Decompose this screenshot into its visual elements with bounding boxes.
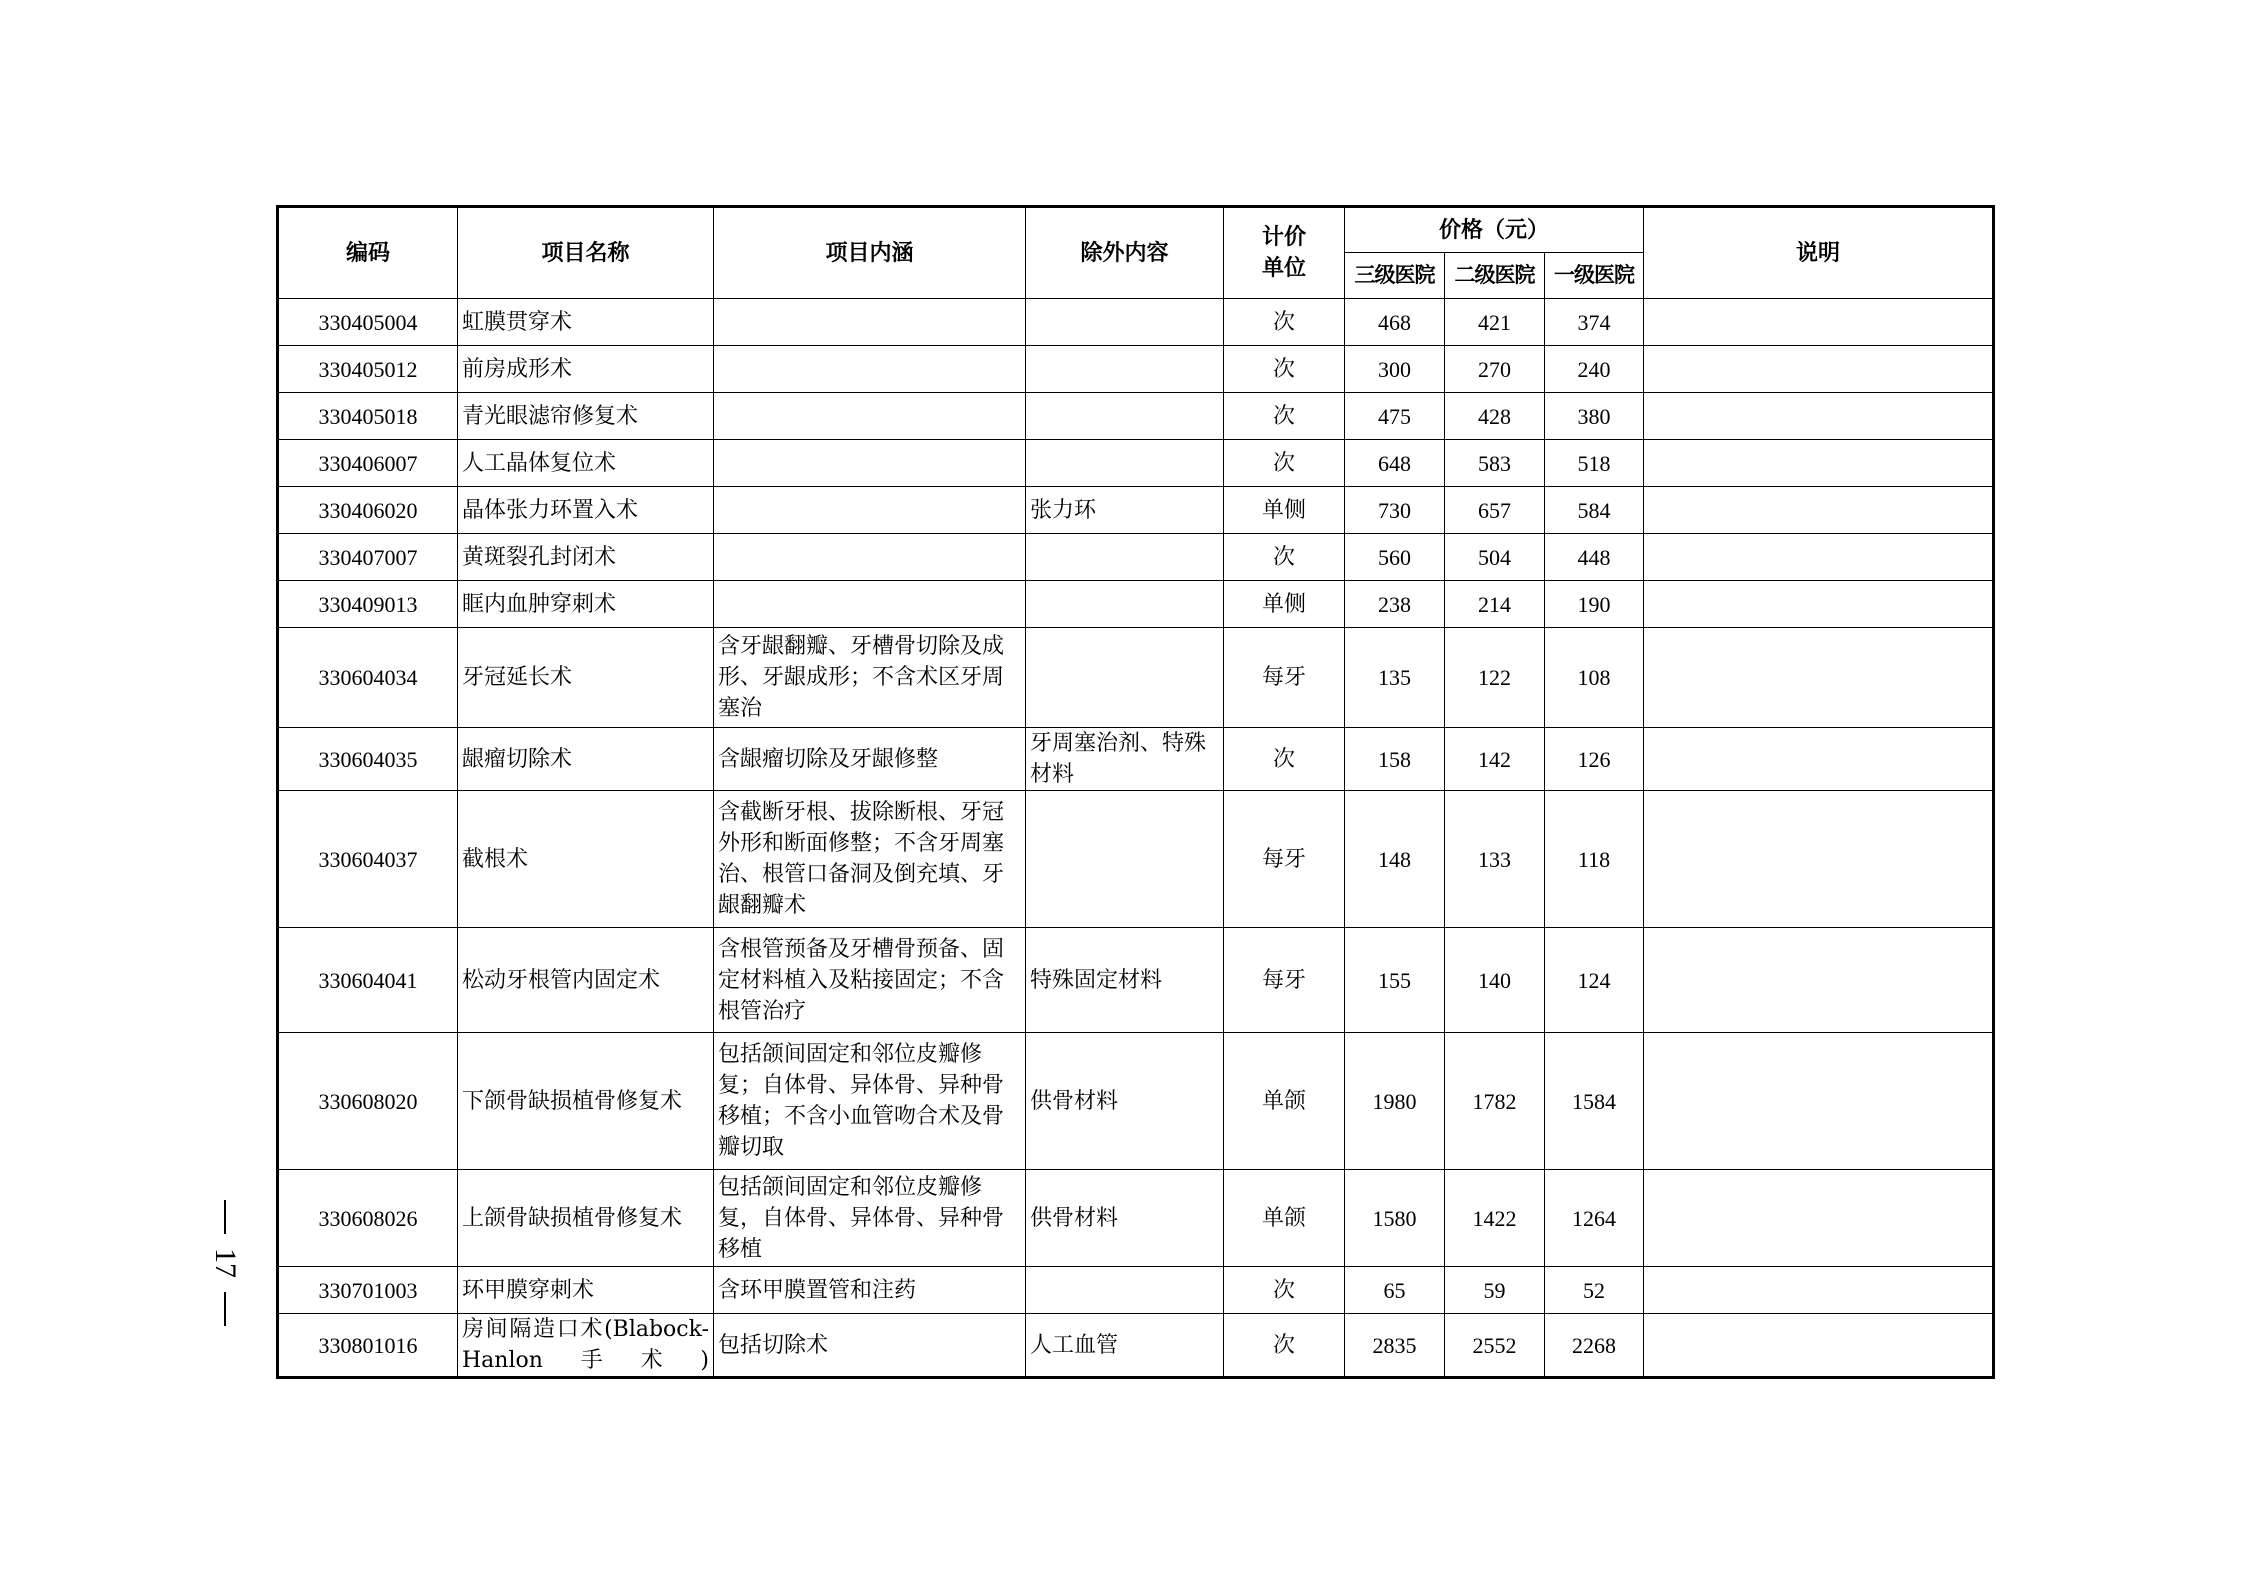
cell-code: 330701003 (278, 1267, 458, 1314)
cell-code: 330604041 (278, 928, 458, 1033)
cell-excluded (1026, 628, 1224, 728)
cell-price-level1: 2268 (1545, 1314, 1644, 1378)
cell-content (714, 487, 1026, 534)
cell-unit: 次 (1224, 534, 1345, 581)
cell-excluded: 特殊固定材料 (1026, 928, 1224, 1033)
cell-price-level1: 1584 (1545, 1033, 1644, 1170)
cell-price-level3: 730 (1345, 487, 1445, 534)
cell-excluded (1026, 1267, 1224, 1314)
cell-name: 龈瘤切除术 (458, 728, 714, 791)
cell-name: 环甲膜穿刺术 (458, 1267, 714, 1314)
cell-name: 截根术 (458, 791, 714, 928)
cell-code: 330405004 (278, 299, 458, 346)
cell-name: 眶内血肿穿刺术 (458, 581, 714, 628)
cell-content (714, 346, 1026, 393)
cell-price-level3: 158 (1345, 728, 1445, 791)
cell-unit: 每牙 (1224, 928, 1345, 1033)
table-row (278, 1314, 1994, 1378)
table-row (278, 1267, 1994, 1314)
table-row (278, 299, 1994, 346)
table-row (278, 581, 1994, 628)
cell-note (1644, 791, 1994, 928)
cell-unit: 单侧 (1224, 487, 1345, 534)
cell-code: 330406007 (278, 440, 458, 487)
cell-price-level2: 421 (1445, 299, 1545, 346)
cell-content: 包括颌间固定和邻位皮瓣修复，自体骨、异体骨、异种骨移植 (714, 1170, 1026, 1267)
cell-note (1644, 534, 1994, 581)
header-level2: 二级医院 (1445, 253, 1545, 299)
page-number-dash-top (224, 1200, 226, 1234)
cell-content (714, 581, 1026, 628)
cell-code: 330405012 (278, 346, 458, 393)
cell-excluded: 人工血管 (1026, 1314, 1224, 1378)
cell-price-level2: 142 (1445, 728, 1545, 791)
cell-note (1644, 1033, 1994, 1170)
cell-price-level1: 380 (1545, 393, 1644, 440)
cell-code: 330604034 (278, 628, 458, 728)
cell-note (1644, 628, 1994, 728)
cell-unit: 次 (1224, 1267, 1345, 1314)
table-body (278, 299, 1994, 1378)
cell-price-level1: 374 (1545, 299, 1644, 346)
header-code: 编码 (278, 207, 458, 299)
table-row (278, 1033, 1994, 1170)
cell-name: 牙冠延长术 (458, 628, 714, 728)
cell-note (1644, 1170, 1994, 1267)
cell-name: 人工晶体复位术 (458, 440, 714, 487)
table-row (278, 534, 1994, 581)
cell-unit: 次 (1224, 393, 1345, 440)
cell-price-level3: 300 (1345, 346, 1445, 393)
cell-name: 松动牙根管内固定术 (458, 928, 714, 1033)
cell-content: 含根管预备及牙槽骨预备、固定材料植入及粘接固定；不含根管治疗 (714, 928, 1026, 1033)
cell-content (714, 440, 1026, 487)
table-row (278, 1170, 1994, 1267)
cell-price-level3: 468 (1345, 299, 1445, 346)
cell-price-level3: 1580 (1345, 1170, 1445, 1267)
cell-excluded (1026, 581, 1224, 628)
cell-price-level1: 240 (1545, 346, 1644, 393)
cell-excluded (1026, 534, 1224, 581)
table-header (278, 207, 1994, 299)
table-row (278, 791, 1994, 928)
cell-price-level3: 65 (1345, 1267, 1445, 1314)
table-row (278, 728, 1994, 791)
cell-content: 包括切除术 (714, 1314, 1026, 1378)
cell-code: 330407007 (278, 534, 458, 581)
cell-price-level2: 1782 (1445, 1033, 1545, 1170)
table-row (278, 628, 1994, 728)
cell-excluded: 张力环 (1026, 487, 1224, 534)
cell-price-level2: 214 (1445, 581, 1545, 628)
cell-content: 含龈瘤切除及牙龈修整 (714, 728, 1026, 791)
cell-code: 330604035 (278, 728, 458, 791)
header-content: 项目内涵 (714, 207, 1026, 299)
cell-note (1644, 728, 1994, 791)
page-number-text: 17 (209, 1248, 242, 1278)
cell-code: 330409013 (278, 581, 458, 628)
cell-content: 含环甲膜置管和注药 (714, 1267, 1026, 1314)
cell-note (1644, 1314, 1994, 1378)
cell-unit: 单侧 (1224, 581, 1345, 628)
cell-excluded (1026, 791, 1224, 928)
cell-note (1644, 393, 1994, 440)
cell-price-level1: 190 (1545, 581, 1644, 628)
cell-name: 青光眼滤帘修复术 (458, 393, 714, 440)
cell-name: 房间隔造口术(Blabock-Hanlon手术) (458, 1314, 714, 1378)
cell-price-level1: 584 (1545, 487, 1644, 534)
cell-price-level2: 133 (1445, 791, 1545, 928)
cell-unit: 次 (1224, 346, 1345, 393)
cell-code: 330608020 (278, 1033, 458, 1170)
cell-price-level1: 518 (1545, 440, 1644, 487)
cell-excluded (1026, 440, 1224, 487)
cell-price-level2: 428 (1445, 393, 1545, 440)
cell-excluded: 供骨材料 (1026, 1033, 1224, 1170)
table-row (278, 487, 1994, 534)
cell-note (1644, 440, 1994, 487)
cell-price-level2: 2552 (1445, 1314, 1545, 1378)
cell-name: 黄斑裂孔封闭术 (458, 534, 714, 581)
cell-name: 虹膜贯穿术 (458, 299, 714, 346)
cell-content: 含截断牙根、拔除断根、牙冠外形和断面修整；不含牙周塞治、根管口备洞及倒充填、牙龈翻瓣术 (714, 791, 1026, 928)
cell-note (1644, 1267, 1994, 1314)
header-unit: 计价单位 (1224, 207, 1345, 299)
cell-price-level3: 155 (1345, 928, 1445, 1033)
cell-content (714, 299, 1026, 346)
cell-name: 上颌骨缺损植骨修复术 (458, 1170, 714, 1267)
cell-content: 包括颌间固定和邻位皮瓣修复；自体骨、异体骨、异种骨移植；不含小血管吻合术及骨瓣切取 (714, 1033, 1026, 1170)
cell-excluded (1026, 299, 1224, 346)
cell-price-level3: 148 (1345, 791, 1445, 928)
cell-unit: 次 (1224, 728, 1345, 791)
cell-note (1644, 928, 1994, 1033)
table-row (278, 928, 1994, 1033)
cell-price-level1: 126 (1545, 728, 1644, 791)
cell-excluded (1026, 346, 1224, 393)
header-price-group: 价格（元） (1345, 207, 1644, 253)
price-table (276, 205, 1995, 1379)
cell-unit: 次 (1224, 299, 1345, 346)
cell-price-level1: 448 (1545, 534, 1644, 581)
page-number (205, 1200, 245, 1350)
cell-excluded (1026, 393, 1224, 440)
cell-price-level3: 135 (1345, 628, 1445, 728)
cell-price-level2: 657 (1445, 487, 1545, 534)
cell-code: 330608026 (278, 1170, 458, 1267)
cell-price-level3: 560 (1345, 534, 1445, 581)
cell-unit: 次 (1224, 1314, 1345, 1378)
header-level3: 三级医院 (1345, 253, 1445, 299)
table-row (278, 440, 1994, 487)
cell-excluded: 供骨材料 (1026, 1170, 1224, 1267)
cell-note (1644, 581, 1994, 628)
table-row (278, 393, 1994, 440)
cell-price-level2: 122 (1445, 628, 1545, 728)
cell-price-level2: 504 (1445, 534, 1545, 581)
cell-name: 前房成形术 (458, 346, 714, 393)
cell-price-level2: 583 (1445, 440, 1545, 487)
cell-price-level1: 124 (1545, 928, 1644, 1033)
cell-name: 晶体张力环置入术 (458, 487, 714, 534)
cell-note (1644, 487, 1994, 534)
cell-price-level1: 52 (1545, 1267, 1644, 1314)
cell-code: 330406020 (278, 487, 458, 534)
header-note: 说明 (1644, 207, 1994, 299)
cell-note (1644, 346, 1994, 393)
cell-content (714, 393, 1026, 440)
cell-price-level3: 475 (1345, 393, 1445, 440)
header-name: 项目名称 (458, 207, 714, 299)
cell-unit: 单颌 (1224, 1170, 1345, 1267)
cell-price-level2: 59 (1445, 1267, 1545, 1314)
cell-price-level2: 140 (1445, 928, 1545, 1033)
cell-code: 330604037 (278, 791, 458, 928)
cell-unit: 次 (1224, 440, 1345, 487)
cell-price-level1: 1264 (1545, 1170, 1644, 1267)
cell-price-level2: 1422 (1445, 1170, 1545, 1267)
cell-price-level1: 118 (1545, 791, 1644, 928)
header-excluded: 除外内容 (1026, 207, 1224, 299)
cell-price-level2: 270 (1445, 346, 1545, 393)
cell-content (714, 534, 1026, 581)
cell-price-level3: 1980 (1345, 1033, 1445, 1170)
cell-price-level1: 108 (1545, 628, 1644, 728)
header-level1: 一级医院 (1545, 253, 1644, 299)
cell-name: 下颌骨缺损植骨修复术 (458, 1033, 714, 1170)
page-number-dash-bottom (224, 1292, 226, 1326)
cell-code: 330801016 (278, 1314, 458, 1378)
cell-unit: 每牙 (1224, 791, 1345, 928)
cell-excluded: 牙周塞治剂、特殊材料 (1026, 728, 1224, 791)
cell-price-level3: 238 (1345, 581, 1445, 628)
cell-price-level3: 648 (1345, 440, 1445, 487)
cell-note (1644, 299, 1994, 346)
cell-content: 含牙龈翻瓣、牙槽骨切除及成形、牙龈成形；不含术区牙周塞治 (714, 628, 1026, 728)
table-row (278, 346, 1994, 393)
cell-unit: 单颌 (1224, 1033, 1345, 1170)
cell-code: 330405018 (278, 393, 458, 440)
cell-price-level3: 2835 (1345, 1314, 1445, 1378)
cell-unit: 每牙 (1224, 628, 1345, 728)
